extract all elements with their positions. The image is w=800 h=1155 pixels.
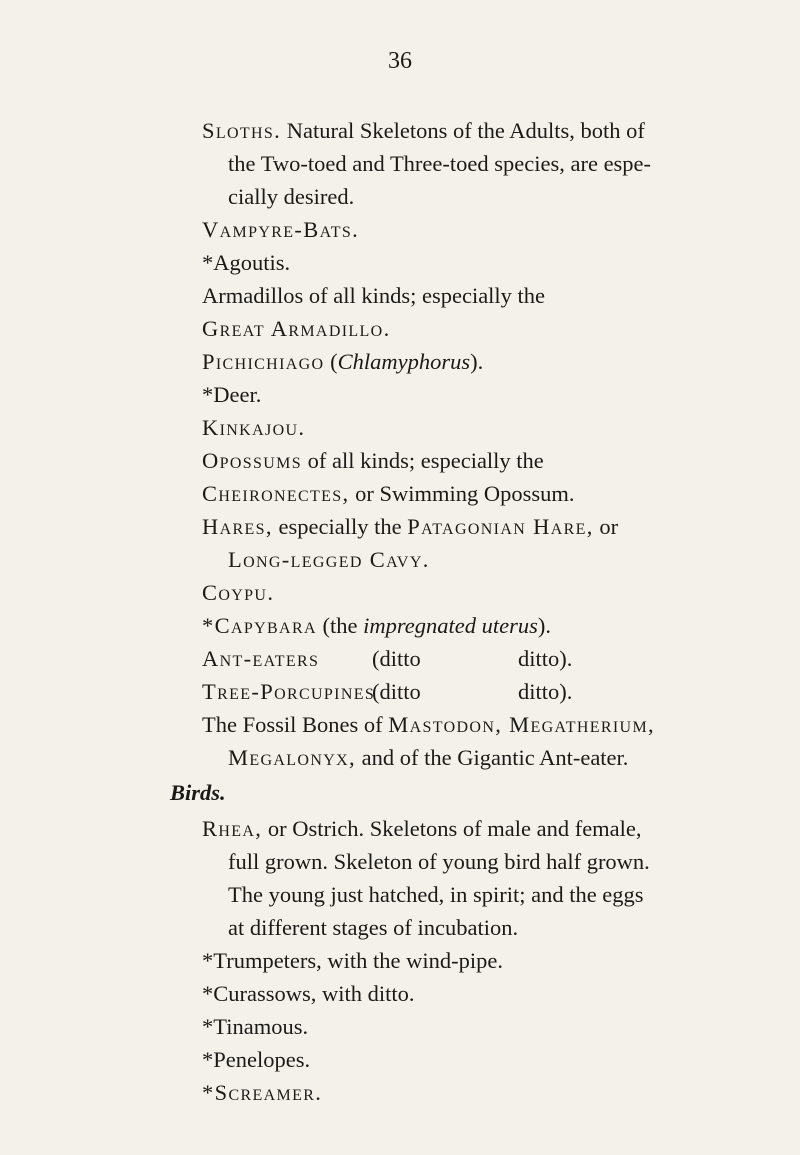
opossums-name: Opossums xyxy=(202,448,302,473)
ant-eaters-ditto2: ditto). xyxy=(518,646,573,671)
fossil-line1a: The Fossil Bones of xyxy=(202,712,389,737)
entry-deer: *Deer. xyxy=(202,382,262,407)
fossil-line2b: and of the Gigantic Ant-eater. xyxy=(356,745,629,770)
page-number: 36 xyxy=(388,48,412,74)
sloths-line2: the Two-toed and Three-toed species, are espe- xyxy=(228,151,652,176)
cheironectes-rest: or Swimming Opossum. xyxy=(349,481,575,506)
entry-ant-eaters xyxy=(202,642,722,675)
fossil-line2 xyxy=(228,741,628,774)
entry-opossums xyxy=(202,444,722,477)
capybara-open: (the xyxy=(316,613,364,638)
capybara-name: *Capybara xyxy=(202,613,317,638)
entry-tinamous: *Tinamous. xyxy=(202,1014,309,1039)
hares-name: Hares, xyxy=(202,514,273,539)
rhea-line2: full grown. Skeleton of young bird half grown. xyxy=(228,849,650,874)
entry-fossil-bones xyxy=(202,708,722,741)
entry-vampyre-bats: Vampyre-Bats. xyxy=(202,217,360,242)
sloths-line1: Natural Skeletons of the Adults, both of xyxy=(281,118,645,143)
sloths-line3: cially desired. xyxy=(228,184,355,209)
cheironectes-name: Cheironectes, xyxy=(202,481,350,506)
entry-coypu: Coypu. xyxy=(202,580,275,605)
entry-tree-porcupines xyxy=(202,675,722,708)
opossums-rest: of all kinds; especially the xyxy=(301,448,544,473)
pichichiago-name: Pichichiago xyxy=(202,349,325,374)
sloths-name: Sloths. xyxy=(202,118,282,143)
entry-trumpeters: *Trumpeters, with the wind-pipe. xyxy=(202,948,504,973)
capybara-italic: impregnated uterus xyxy=(363,613,538,638)
fossil-mastodon: Mastodon, xyxy=(388,712,503,737)
rhea-name: Rhea, xyxy=(202,816,263,841)
pichichiago-close: ). xyxy=(470,349,484,374)
ant-eaters-name: Ant-eaters xyxy=(202,646,320,671)
fossil-megatherium: Megatherium, xyxy=(502,712,656,737)
hares-rest2: or xyxy=(593,514,619,539)
pichichiago-open: ( xyxy=(324,349,338,374)
entry-armadillos: Armadillos of all kinds; especially the xyxy=(202,283,546,308)
long-legged-cavy: Long-legged Cavy. xyxy=(228,547,430,572)
pichichiago-latin: Chlamyphorus xyxy=(337,349,471,374)
entry-great-armadillo: Great Armadillo. xyxy=(202,316,391,341)
entry-sloths xyxy=(202,114,722,147)
birds-heading: Birds. xyxy=(170,780,226,805)
entry-capybara xyxy=(202,609,722,642)
rhea-line1: or Ostrich. Skeletons of male and female, xyxy=(262,816,642,841)
entry-agoutis: *Agoutis. xyxy=(202,250,291,275)
fossil-megalonyx: Megalonyx, xyxy=(228,745,357,770)
tree-porcupines-ditto2: ditto). xyxy=(518,679,573,704)
entry-curassows: *Curassows, with ditto. xyxy=(202,981,415,1006)
entry-penelopes: *Penelopes. xyxy=(202,1047,311,1072)
ant-eaters-ditto1: (ditto xyxy=(372,646,421,671)
entry-hares xyxy=(202,510,722,543)
tree-porcupines-name: Tree-Porcupines xyxy=(202,679,376,704)
entry-cheironectes xyxy=(202,477,722,510)
rhea-line4: at different stages of incubation. xyxy=(228,915,519,940)
entry-pichichiago xyxy=(202,345,722,378)
rhea-line3: The young just hatched, in spirit; and the eggs xyxy=(228,882,644,907)
entry-screamer: *Screamer. xyxy=(202,1080,323,1105)
hares-patagonian: Patagonian Hare, xyxy=(407,514,594,539)
tree-porcupines-ditto1: (ditto xyxy=(372,679,421,704)
entry-rhea xyxy=(202,812,722,845)
entry-kinkajou: Kinkajou. xyxy=(202,415,306,440)
capybara-close: ). xyxy=(537,613,552,638)
hares-rest1: especially the xyxy=(272,514,408,539)
